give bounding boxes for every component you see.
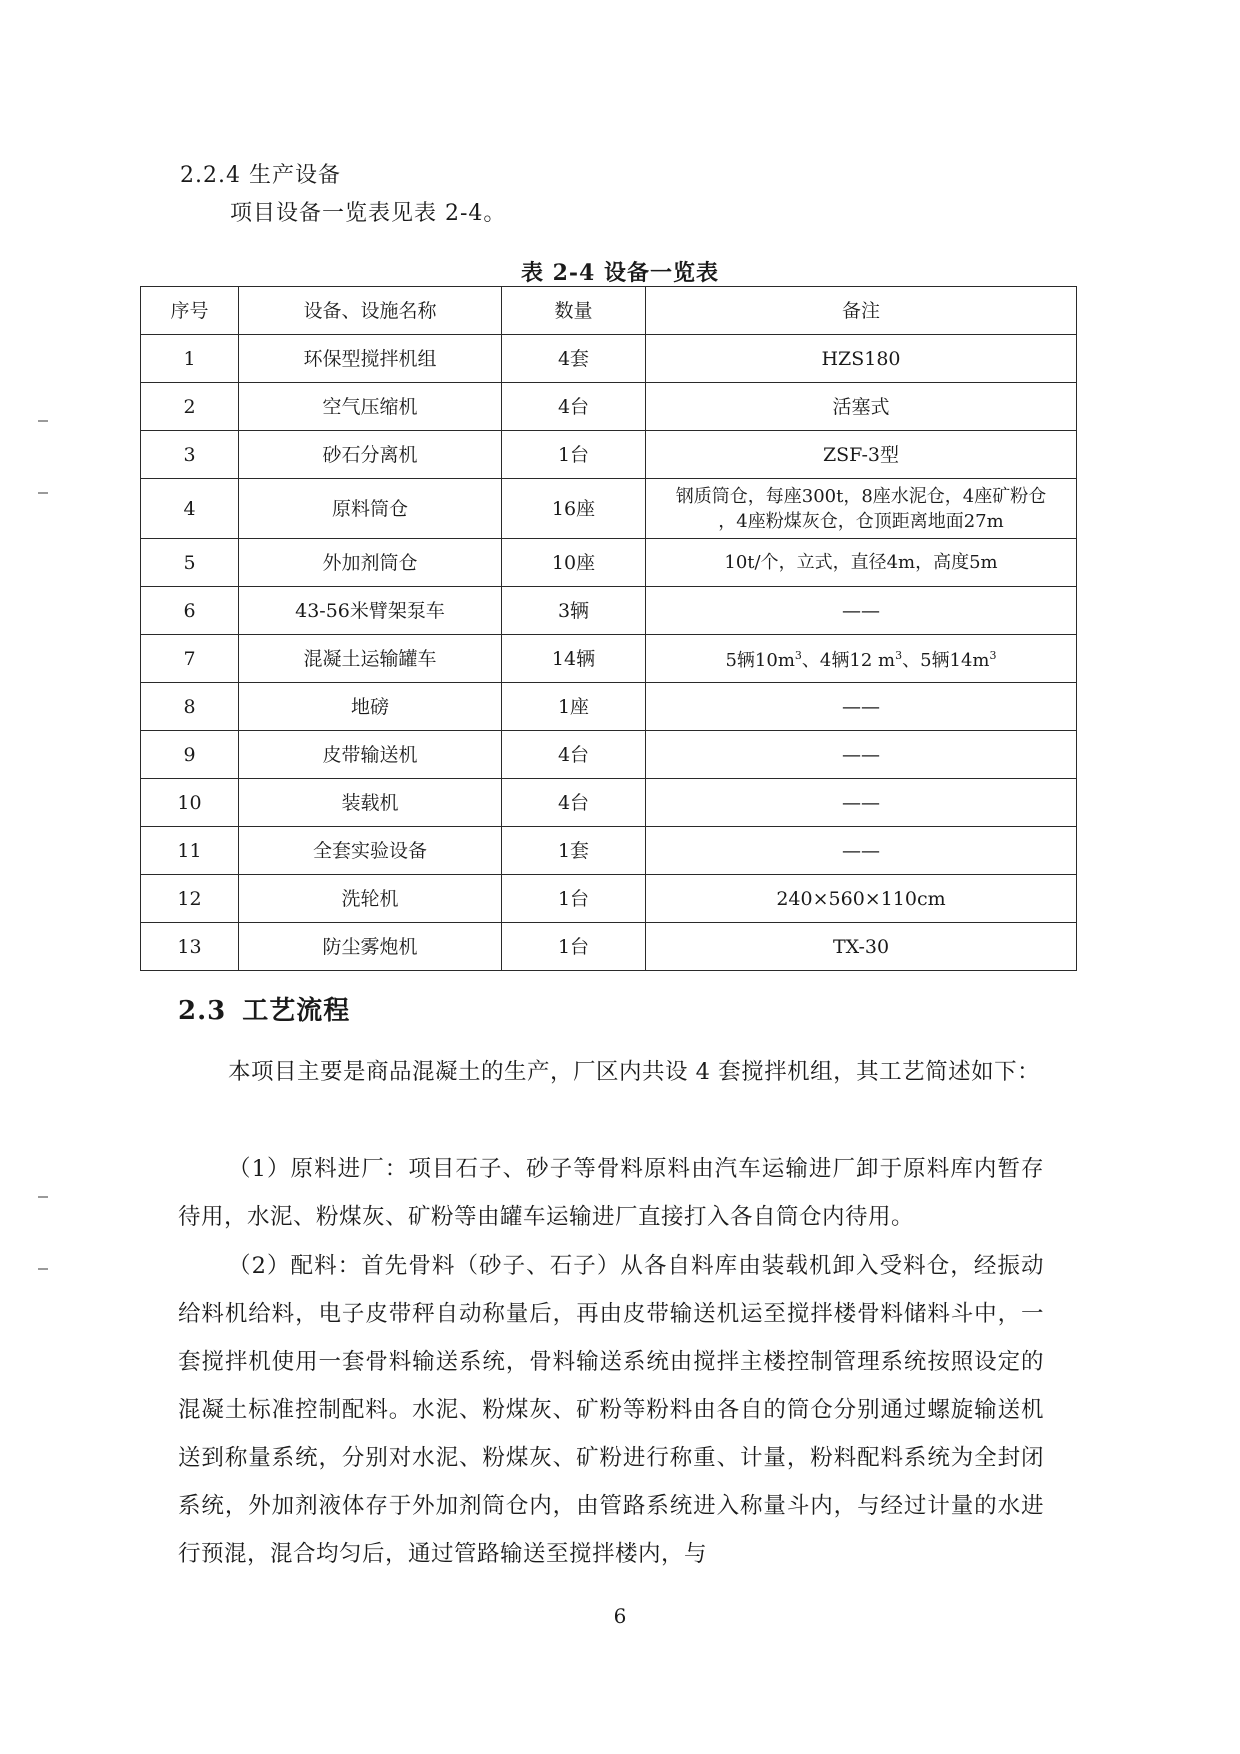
cell-note [646,635,1077,683]
cell-name: 全套实验设备 [239,827,502,875]
cell-name: 装载机 [239,779,502,827]
cell-note: —— [646,683,1077,731]
table-row [141,923,1077,971]
scan-mark [38,492,48,494]
cell-name: 空气压缩机 [239,383,502,431]
note-part: 5辆10m [725,650,795,671]
cell-qty: 10座 [502,539,646,587]
paragraph-raw-material: （1）原料进厂：项目石子、砂子等骨料原料由汽车运输进厂卸于原料库内暂存待用，水泥、粉煤灰、矿粉等由罐车运输进厂直接打入各自筒仓内待用。 [178,1156,1044,1230]
cell-qty: 1台 [502,875,646,923]
header-qty: 数量 [502,287,646,335]
note-part: 、5辆14m [902,650,990,671]
cell-name: 砂石分离机 [239,431,502,479]
cell-note: HZS180 [646,335,1077,383]
table-row [141,779,1077,827]
note-superscript: 3 [895,649,903,662]
scan-mark [38,420,48,422]
cell-note: —— [646,827,1077,875]
page-number: 6 [613,1604,627,1628]
cell-note: —— [646,731,1077,779]
cell-note: —— [646,587,1077,635]
paragraph-intro: 本项目主要是商品混凝土的生产，厂区内共设 4 套搅拌机组，其工艺简述如下： [228,1059,1041,1085]
cell-name: 地磅 [239,683,502,731]
cell-qty: 4台 [502,779,646,827]
note-line: 钢质筒仓，每座300t，8座水泥仓，4座矿粉仓 [675,485,1047,507]
cell-note [646,479,1077,539]
table-row [141,875,1077,923]
cell-note: —— [646,779,1077,827]
cell-no: 12 [141,875,239,923]
header-no: 序号 [141,287,239,335]
intro-text: 项目设备一览表见表 2-4。 [230,201,507,226]
cell-qty: 1套 [502,827,646,875]
header-name: 设备、设施名称 [239,287,502,335]
cell-name: 洗轮机 [239,875,502,923]
cell-no: 1 [141,335,239,383]
scan-mark [38,1196,48,1198]
table-row [141,587,1077,635]
table-row [141,827,1077,875]
note-part: 、4辆12 m [801,650,896,671]
table-header-row [141,287,1077,335]
table-row [141,683,1077,731]
cell-name: 环保型搅拌机组 [239,335,502,383]
cell-qty: 16座 [502,479,646,539]
equipment-table [140,286,1077,971]
cell-no: 11 [141,827,239,875]
cell-no: 5 [141,539,239,587]
section-number: 2.3 [178,996,227,1026]
cell-note: TX-30 [646,923,1077,971]
cell-note: 10t/个，立式，直径4m，高度5m [646,539,1077,587]
cell-qty: 3辆 [502,587,646,635]
table-row [141,479,1077,539]
paragraph-batching: （2）配料：首先骨料（砂子、石子）从各自料库由装载机卸入受料仓，经振动给料机给料，电子皮带秤自动称量后，再由皮带输送机运至搅拌楼骨料储料斗中，一套搅拌机使用一套骨料输送系统，骨料输送系统由搅拌主楼控制管理系统按照设定的混凝土标准控制配料。水泥、粉煤灰、矿粉等粉料由各自的筒仓分别通过螺旋输送机送到称量系统，分别对水泥、粉煤灰、矿粉进行称重、计量，粉料配料系统为全封闭系统，外加剂液体存于外加剂筒仓内，由管路系统进入称量斗内，与经过计量的水进行预混，混合均匀后，通过管路输送至搅拌楼内，与 [178,1253,1044,1567]
cell-note: ZSF-3型 [646,431,1077,479]
cell-qty: 4台 [502,383,646,431]
cell-no: 10 [141,779,239,827]
table-row [141,539,1077,587]
cell-no: 6 [141,587,239,635]
table-row [141,383,1077,431]
note-superscript: 3 [989,649,997,662]
cell-name: 皮带输送机 [239,731,502,779]
cell-qty: 14辆 [502,635,646,683]
note-superscript: 3 [794,649,802,662]
section-title: 工艺流程 [242,996,351,1026]
cell-no: 13 [141,923,239,971]
cell-no: 9 [141,731,239,779]
cell-qty: 1台 [502,923,646,971]
section-heading-2-3 [178,990,350,1027]
table-row [141,431,1077,479]
table-row [141,335,1077,383]
table-row [141,731,1077,779]
table-row [141,635,1077,683]
table-caption: 表 2-4 设备一览表 [520,260,720,286]
header-note: 备注 [646,287,1077,335]
cell-no: 2 [141,383,239,431]
cell-name: 混凝土运输罐车 [239,635,502,683]
section-heading-2-2-4: 2.2.4 生产设备 [180,163,341,188]
cell-note: 240×560×110cm [646,875,1077,923]
cell-note: 活塞式 [646,383,1077,431]
cell-qty: 4套 [502,335,646,383]
note-line: ，4座粉煤灰仓，仓顶距离地面27m [718,510,1004,532]
cell-name: 43-56米臂架泵车 [239,587,502,635]
cell-qty: 4台 [502,731,646,779]
cell-qty: 1座 [502,683,646,731]
cell-no: 3 [141,431,239,479]
cell-qty: 1台 [502,431,646,479]
cell-no: 7 [141,635,239,683]
cell-no: 4 [141,479,239,539]
cell-no: 8 [141,683,239,731]
scan-mark [38,1268,48,1270]
cell-name: 原料筒仓 [239,479,502,539]
cell-name: 外加剂筒仓 [239,539,502,587]
cell-name: 防尘雾炮机 [239,923,502,971]
